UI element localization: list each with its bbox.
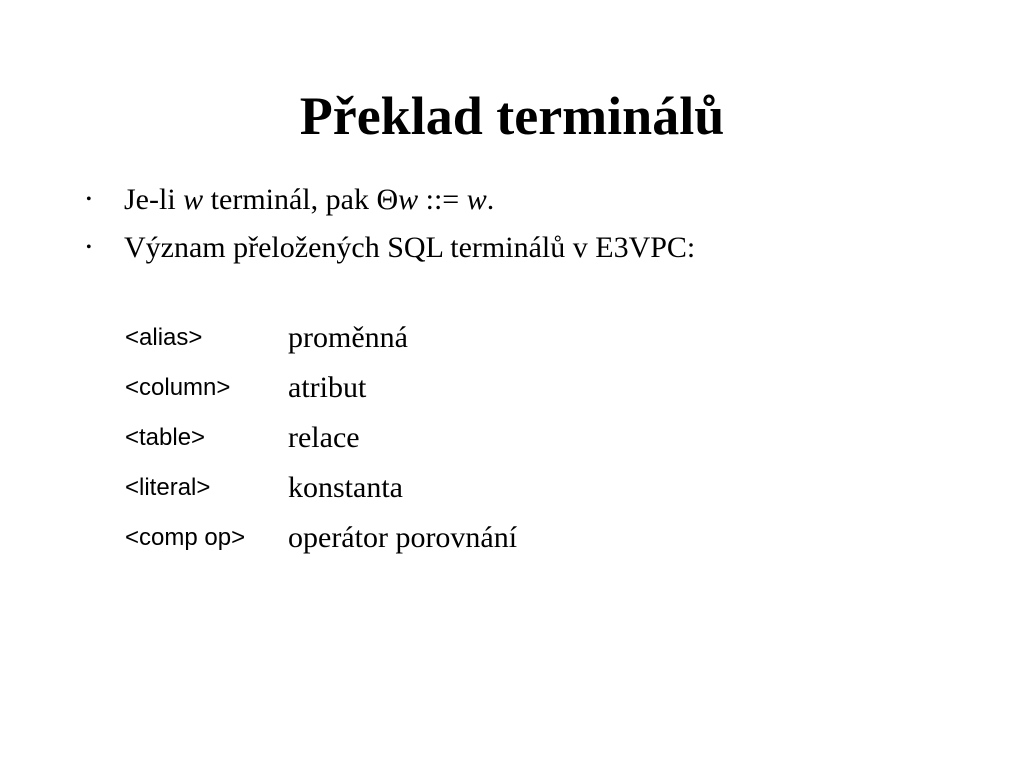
bullet-text-part: . (486, 183, 495, 216)
terminal-meaning: proměnná (288, 321, 408, 354)
variable-w: w (466, 183, 487, 216)
terminal-meaning: operátor porovnání (288, 521, 518, 554)
mapping-row (125, 513, 517, 563)
terminal-meaning: atribut (288, 371, 367, 404)
mapping-row (125, 363, 517, 413)
sql-terminal: <comp op> (125, 524, 246, 551)
slide-title: Překlad terminálů (299, 86, 725, 146)
variable-w: w (398, 183, 419, 216)
bullet-item-meaning-heading (86, 224, 695, 272)
bullet-text-part: Je-li (124, 183, 184, 216)
bullet-list (86, 176, 695, 272)
sql-terminal: <alias> (125, 324, 203, 351)
variable-w: w (183, 183, 204, 216)
bullet-icon: • (86, 191, 92, 208)
terminal-meaning: relace (288, 421, 360, 454)
mapping-row (125, 313, 517, 363)
sql-terminal: <literal> (125, 474, 211, 501)
mapping-row (125, 463, 517, 513)
bullet-text-part: ::= (418, 183, 467, 216)
sql-terminal: <column> (125, 374, 231, 401)
bullet-icon: • (86, 239, 92, 256)
mapping-row (125, 413, 517, 463)
bullet-item-terminal-rule (86, 176, 695, 224)
bullet-text: Význam přeložených SQL terminálů v E3VPC: (124, 231, 696, 264)
bullet-text-part: terminál, pak Θ (203, 183, 399, 216)
terminal-meaning: konstanta (288, 471, 403, 504)
sql-terminal: <table> (125, 424, 206, 451)
terminal-mapping-table (125, 313, 517, 563)
